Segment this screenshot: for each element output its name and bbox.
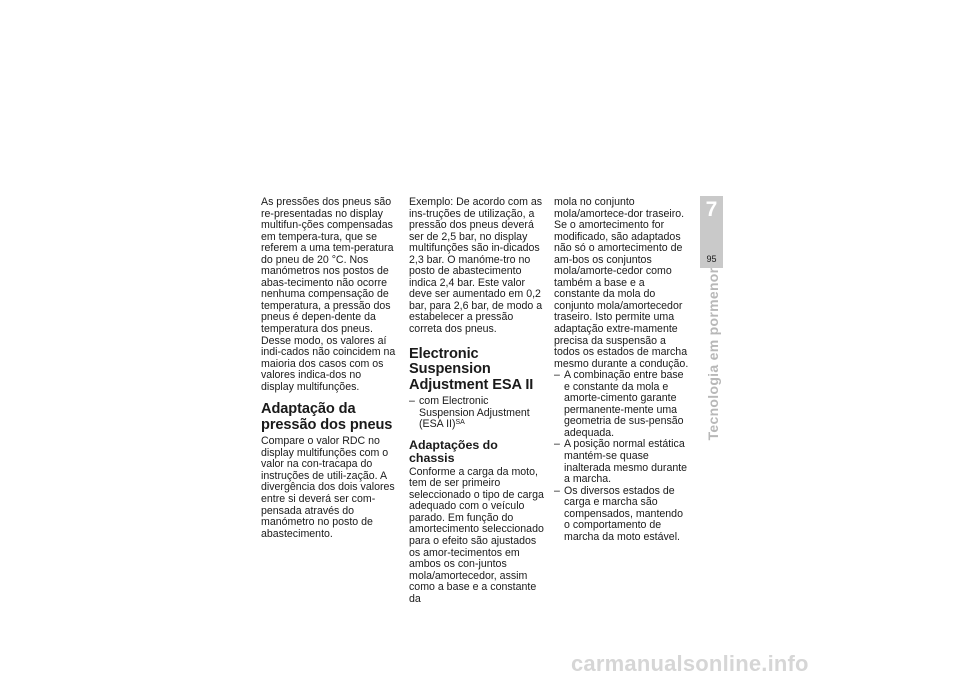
paragraph-chassis-load: Conforme a carga da moto, tem de ser primeiro seleccionado o tipo de carga adequado com o veículo parado. Em função do amortecimento seleccionado para o efeito são ajustados os amor-tecimentos em ambos os con-juntos mola/amortecedor, assim como a base e a constante da <box>409 465 544 605</box>
paragraph-example: Exemplo: De acordo com as ins-truções de utilização, a pressão dos pneus deverá ser de 2,5 bar, no display multifunções são in-dicados 2,3 bar. O manóme-tro no posto de abastecimento indica 2,4 bar. Este valor deve ser aumentado em 0,2 bar, para 2,6 bar, de modo a estabelecer a pressão correta dos pneus. <box>409 196 543 336</box>
watermark: carmanualsonline.info <box>571 651 809 676</box>
list-item: – Os diversos estados de carga e marcha são compensados, mantendo o comportamento de marcha da moto estável. <box>554 486 689 544</box>
sa-superscript: SA <box>455 419 465 427</box>
esa-option-list <box>409 396 545 431</box>
paragraph-spring-strut: mola no conjunto mola/amortece-dor traseiro. Se o amortecimento for modificado, são adaptados não só o amortecimento de am-bos os conjuntos mola/amorte-cedor como também a base e a constante da mola do conjunto mola/amortecedor traseiro. Isto permite uma adaptação extre-mamente precisa da suspensão a todos os estados de marcha mesmo durante a condução. <box>554 196 689 370</box>
heading-esa-ii: Electronic Suspension Adjustment ESA II <box>409 345 534 393</box>
page-number: 95 <box>706 254 717 264</box>
chapter-number: 7 <box>705 198 718 221</box>
column-1 <box>261 197 397 540</box>
list-item: – A posição normal estática mantém-se quase inalterada mesmo durante a marcha. <box>554 439 689 485</box>
column-3 <box>554 197 689 543</box>
list-item: – A combinação entre base e constante da mola e amorte-cimento garante permanente-mente uma geometria de sus-pensão adequada. <box>554 370 689 439</box>
heading-chassis-adaptations: Adaptações do chassis <box>409 437 498 465</box>
column-2 <box>409 197 545 605</box>
list-item <box>409 396 545 431</box>
chapter-side-title: Tecnologia em pormenor <box>705 267 721 441</box>
paragraph-compare-rdc: Compare o valor RDC no display multifunções com o valor na con-tracapa do instruções de utili-zação. A divergência dos dois valores entre si deverá ser com-pensada através do manómetro no posto de abastecimento. <box>261 435 395 540</box>
esa-option-text: com Electronic Suspension Adjustment (ESA II) <box>419 395 530 431</box>
heading-tire-pressure-adaptation: Adaptação da pressão dos pneus <box>261 401 393 433</box>
benefits-list <box>554 370 689 543</box>
paragraph-tire-pressure-display: As pressões dos pneus são re-presentadas no display multifun-ções compensadas em tempera-tura, que se referem a uma tem-peratura do pneu de 20 °C. Nos manómetros nos postos de abas-tecimento não ocorre nenhuma compensação de temperatura, a pressão dos pneus é depen-dente da temperatura dos pneus. Desse modo, os valores aí indi-cados não coincidem na maioria dos casos com os valores indica-dos no display multifunções. <box>261 196 396 393</box>
